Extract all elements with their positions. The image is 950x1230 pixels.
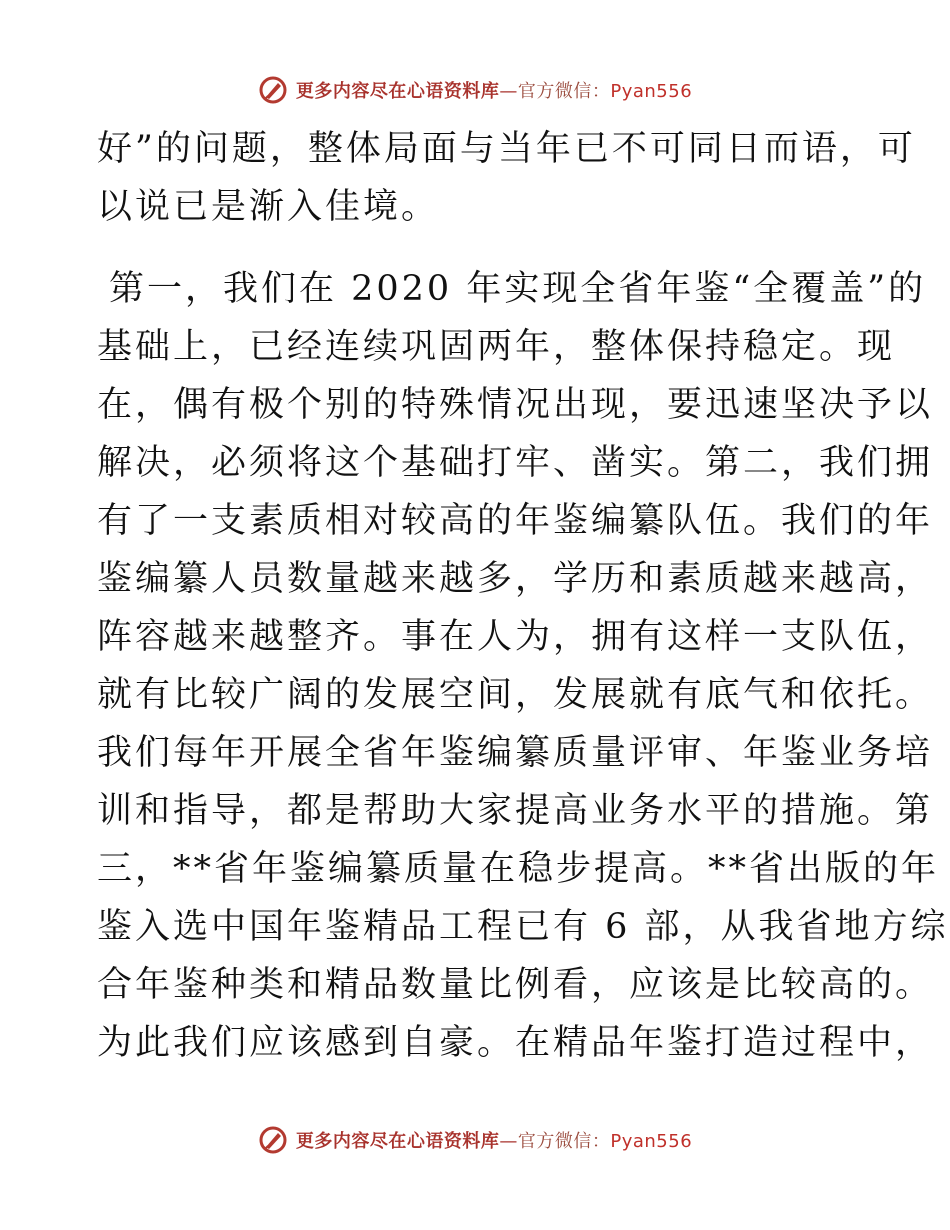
text-line: 以说已是渐入佳境。 bbox=[97, 187, 440, 227]
text-line: 就有比较广阔的发展空间，发展就有底气和依托。 bbox=[97, 675, 934, 715]
watermark-separator: — bbox=[499, 1131, 518, 1152]
text-line: 训和指导，都是帮助大家提高业务水平的措施。第 bbox=[97, 791, 934, 831]
watermark-separator: — bbox=[499, 81, 518, 102]
text-line: 解决，必须将这个基础打牢、凿实。第二，我们拥 bbox=[97, 443, 934, 483]
text-line: 合年鉴种类和精品数量比例看，应该是比较高的。 bbox=[97, 965, 934, 1005]
footer-watermark bbox=[0, 1122, 950, 1158]
paragraph-gap bbox=[97, 236, 857, 260]
text-line: 第一，我们在 2020 年实现全省年鉴“全覆盖”的 bbox=[109, 269, 927, 309]
paragraph-2 bbox=[97, 260, 949, 1072]
text-line: 阵容越来越整齐。事在人为，拥有这样一支队伍， bbox=[97, 617, 934, 657]
quill-pen-logo-icon bbox=[258, 75, 288, 105]
text-line: 在，偶有极个别的特殊情况出现，要迅速坚决予以 bbox=[97, 385, 934, 425]
watermark-official-label: 官方微信： bbox=[517, 1131, 611, 1152]
quill-pen-logo-icon bbox=[258, 1125, 288, 1155]
watermark-text bbox=[296, 77, 692, 103]
watermark-main-text: 更多内容尽在心语资料库 bbox=[295, 81, 500, 102]
text-line: 鉴入选中国年鉴精品工程已有 6 部，从我省地方综 bbox=[97, 907, 949, 947]
text-line: 我们每年开展全省年鉴编纂质量评审、年鉴业务培 bbox=[97, 733, 934, 773]
text-line: 好”的问题，整体局面与当年已不可同日而语，可 bbox=[97, 129, 916, 169]
watermark-official-label: 官方微信： bbox=[517, 81, 611, 102]
text-line: 为此我们应该感到自豪。在精品年鉴打造过程中， bbox=[97, 1023, 934, 1063]
text-line: 基础上，已经连续巩固两年，整体保持稳定。现 bbox=[97, 327, 896, 367]
watermark-main-text: 更多内容尽在心语资料库 bbox=[295, 1131, 500, 1152]
document-body bbox=[97, 120, 949, 1072]
header-watermark bbox=[0, 72, 950, 108]
watermark-text bbox=[296, 1127, 692, 1153]
text-line: 鉴编纂人员数量越来越多，学历和素质越来越高， bbox=[97, 559, 934, 599]
text-line: 有了一支素质相对较高的年鉴编纂队伍。我们的年 bbox=[97, 501, 934, 541]
paragraph-1 bbox=[97, 120, 916, 236]
watermark-wechat-id: Pyan556 bbox=[610, 81, 693, 102]
watermark-wechat-id: Pyan556 bbox=[610, 1131, 693, 1152]
text-line: 三，**省年鉴编纂质量在稳步提高。**省出版的年 bbox=[97, 849, 940, 889]
